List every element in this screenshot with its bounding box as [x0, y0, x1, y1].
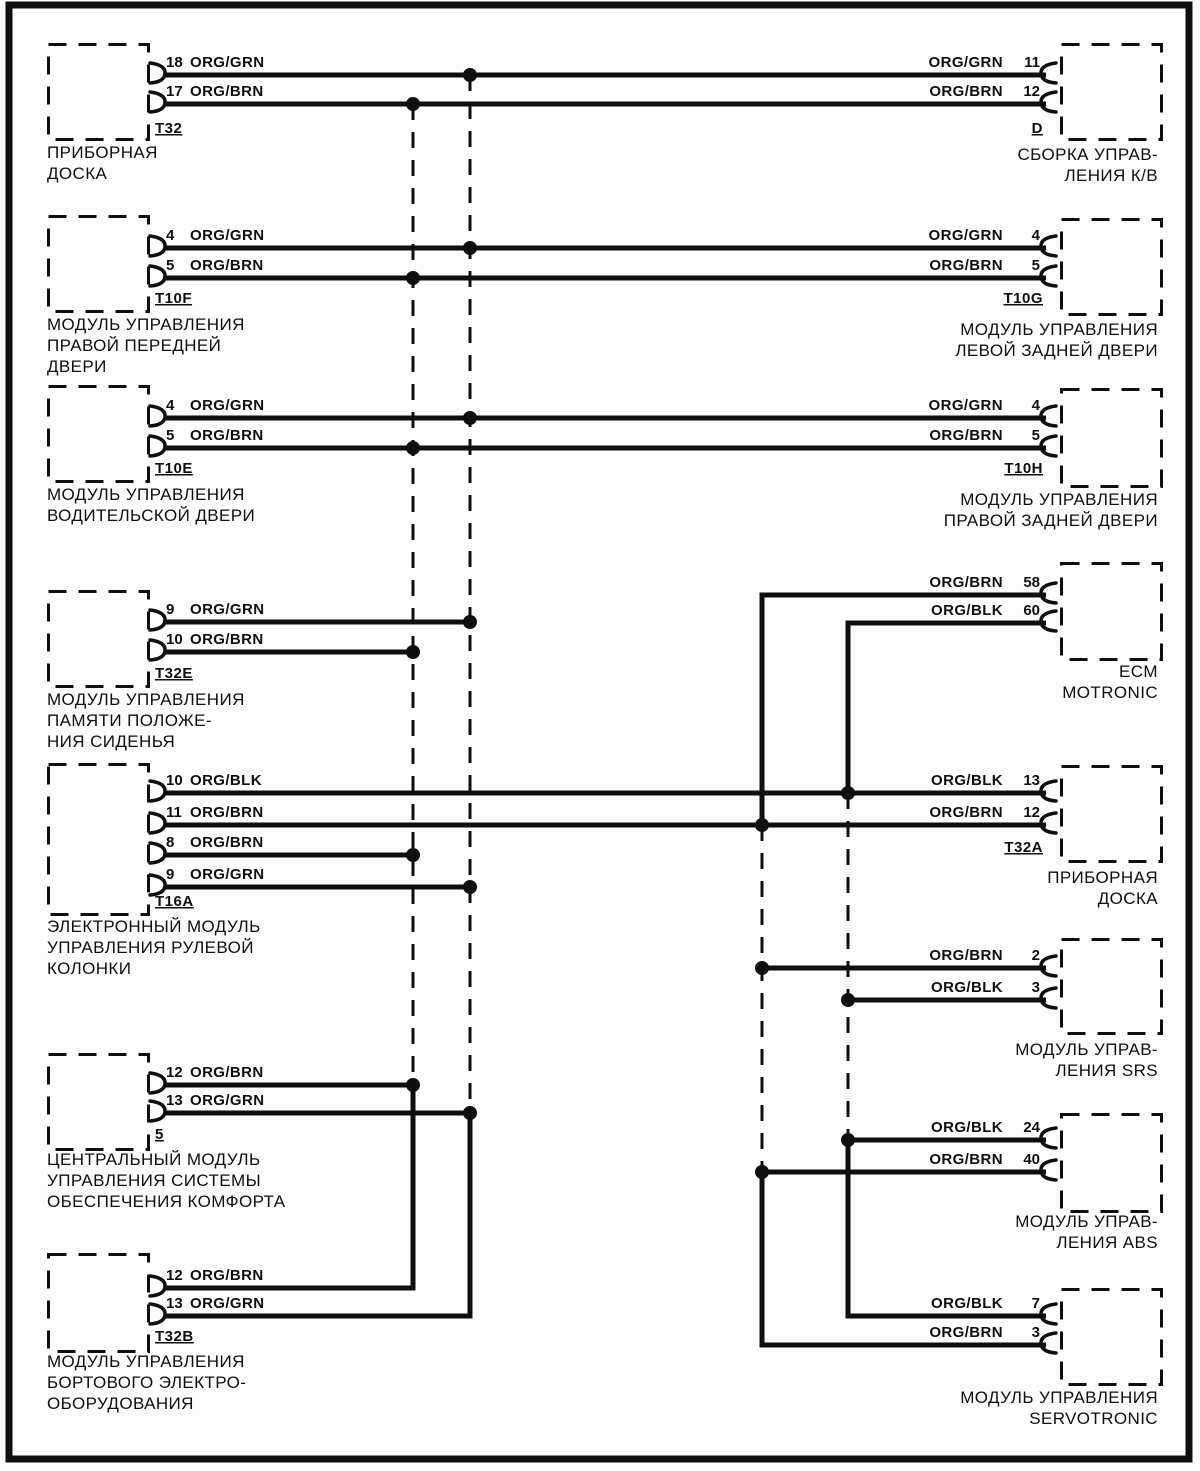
left-rear-door-module-pin-number: 5: [1031, 257, 1040, 274]
left-rear-door-module-pin-number: 4: [1031, 227, 1040, 244]
srs-module-wire-color: ORG/BRN: [929, 947, 1003, 964]
wire-ecm-60: [848, 623, 1046, 793]
abs-module-wire-color: ORG/BLK: [931, 1119, 1003, 1136]
ac-control-assembly-box: [1062, 45, 1162, 140]
junction-dot: [406, 271, 420, 285]
steering-column-module-wire-color: ORG/BLK: [190, 772, 262, 789]
body-electrical-module-pin-bracket: [150, 1304, 165, 1324]
comfort-system-module-wire-color: ORG/GRN: [190, 1092, 265, 1109]
ac-control-assembly-pin-number: 11: [1024, 54, 1040, 71]
abs-module-pin-number: 40: [1023, 1151, 1040, 1168]
seat-memory-module-wire-color: ORG/GRN: [190, 601, 265, 618]
junction-dot: [406, 848, 420, 862]
servotronic-module-label: МОДУЛЬ УПРАВЛЕНИЯ: [960, 1388, 1158, 1407]
instrument-panel-2-pin-number: 13: [1023, 772, 1040, 789]
body-electrical-module-label: МОДУЛЬ УПРАВЛЕНИЯ: [47, 1352, 245, 1371]
steering-column-module-connector-id: T16A: [155, 893, 194, 910]
srs-module-pin-number: 2: [1031, 947, 1040, 964]
steering-column-module-label: КОЛОНКИ: [47, 959, 132, 978]
instrument-panel-label: ДОСКА: [47, 164, 108, 183]
right-front-door-module-pin-number: 5: [166, 257, 175, 274]
right-front-door-module-pin-number: 4: [166, 227, 175, 244]
seat-memory-module-pin-number: 9: [166, 601, 175, 618]
left-rear-door-module-wire-color: ORG/BRN: [929, 257, 1003, 274]
steering-column-module-pin-bracket: [150, 843, 165, 863]
junction-dot: [841, 993, 855, 1007]
driver-door-module-connector-id: T10E: [155, 460, 193, 477]
instrument-panel-2-label: ДОСКА: [1097, 889, 1158, 908]
body-electrical-module-pin-number: 12: [166, 1267, 183, 1284]
right-front-door-module-label: ДВЕРИ: [47, 357, 107, 376]
steering-column-module-box: [49, 765, 149, 915]
srs-module-label: МОДУЛЬ УПРАВ-: [1015, 1040, 1158, 1059]
seat-memory-module-connector-id: T32E: [155, 665, 193, 682]
junction-dot: [463, 241, 477, 255]
steering-column-module-wire-color: ORG/GRN: [190, 866, 265, 883]
instrument-panel-pin-bracket: [150, 63, 165, 83]
instrument-panel-connector-id: T32: [155, 120, 183, 137]
driver-door-module-wire-color: ORG/GRN: [190, 397, 265, 414]
ecm-motronic-wire-color: ORG/BRN: [929, 574, 1003, 591]
seat-memory-module-pin-number: 10: [166, 631, 183, 648]
body-electrical-module-wire-color: ORG/GRN: [190, 1295, 265, 1312]
ac-control-assembly-wire-color: ORG/BRN: [929, 83, 1003, 100]
body-electrical-module-box: [49, 1255, 149, 1352]
comfort-system-module-pin-bracket: [150, 1073, 165, 1093]
seat-memory-module-label: МОДУЛЬ УПРАВЛЕНИЯ: [47, 690, 245, 709]
abs-module-pin-number: 24: [1023, 1119, 1040, 1136]
junction-dot: [841, 1133, 855, 1147]
ac-control-assembly-label: СБОРКА УПРАВ-: [1017, 145, 1158, 164]
left-rear-door-module-label: МОДУЛЬ УПРАВЛЕНИЯ: [960, 320, 1158, 339]
servotronic-module-wire-color: ORG/BRN: [929, 1324, 1003, 1341]
servotronic-module-box: [1062, 1290, 1162, 1385]
servotronic-module-wire-color: ORG/BLK: [931, 1295, 1003, 1312]
steering-column-module-pin-number: 8: [166, 834, 175, 851]
comfort-system-module-pin-bracket: [150, 1101, 165, 1121]
body-electrical-module-label: БОРТОВОГО ЭЛЕКТРО-: [47, 1373, 247, 1392]
instrument-panel-2-pin-number: 12: [1023, 804, 1040, 821]
junction-dot: [463, 880, 477, 894]
instrument-panel-2-connector-id: T32A: [1004, 839, 1043, 856]
steering-column-module-wire-color: ORG/BRN: [190, 834, 264, 851]
comfort-system-module-label: ЦЕНТРАЛЬНЫЙ МОДУЛЬ: [47, 1150, 261, 1169]
right-rear-door-module-pin-number: 5: [1031, 427, 1040, 444]
instrument-panel-box: [49, 45, 149, 140]
driver-door-module-label: МОДУЛЬ УПРАВЛЕНИЯ: [47, 485, 245, 504]
ecm-motronic-pin-number: 58: [1023, 574, 1040, 591]
comfort-system-module-connector-id: 5: [155, 1126, 164, 1143]
comfort-system-module-box: [49, 1055, 149, 1150]
left-rear-door-module-label: ЛЕВОЙ ЗАДНЕЙ ДВЕРИ: [955, 341, 1158, 360]
right-rear-door-module-wire-color: ORG/BRN: [929, 427, 1003, 444]
left-rear-door-module-connector-id: T10G: [1003, 290, 1043, 307]
abs-module-wire-color: ORG/BRN: [929, 1151, 1003, 1168]
body-electrical-module-pin-bracket: [150, 1276, 165, 1296]
steering-column-module-label: ЭЛЕКТРОННЫЙ МОДУЛЬ: [47, 917, 261, 936]
right-front-door-module-box: [49, 217, 149, 312]
instrument-panel-pin-number: 18: [166, 54, 183, 71]
servotronic-module-pin-number: 7: [1031, 1295, 1040, 1312]
junction-dot: [755, 818, 769, 832]
srs-module-label: ЛЕНИЯ SRS: [1055, 1061, 1158, 1080]
ecm-motronic-pin-number: 60: [1023, 602, 1040, 619]
ecm-motronic-label: ECM: [1119, 662, 1158, 681]
seat-memory-module-label: НИЯ СИДЕНЬЯ: [47, 732, 176, 751]
page-border: [9, 5, 1189, 1459]
junction-dot: [755, 1165, 769, 1179]
ecm-motronic-box: [1062, 564, 1162, 660]
right-rear-door-module-label: ПРАВОЙ ЗАДНЕЙ ДВЕРИ: [943, 511, 1158, 530]
junction-dot: [841, 786, 855, 800]
right-rear-door-module-connector-id: T10H: [1004, 460, 1043, 477]
instrument-panel-pin-bracket: [150, 92, 165, 112]
junction-dot: [406, 97, 420, 111]
ac-control-assembly-label: ЛЕНИЯ К/В: [1064, 166, 1158, 185]
seat-memory-module-pin-bracket: [150, 610, 165, 630]
abs-module-box: [1062, 1115, 1162, 1212]
body-electrical-module-wire-color: ORG/BRN: [190, 1267, 264, 1284]
comfort-system-module-pin-number: 12: [166, 1064, 183, 1081]
steering-column-module-pin-bracket: [150, 781, 165, 801]
driver-door-module-pin-bracket: [150, 436, 165, 456]
instrument-panel-2-label: ПРИБОРНАЯ: [1047, 868, 1158, 887]
right-front-door-module-pin-bracket: [150, 266, 165, 286]
instrument-panel-wire-color: ORG/BRN: [190, 83, 264, 100]
abs-module-label: ЛЕНИЯ ABS: [1056, 1233, 1158, 1252]
abs-module-label: МОДУЛЬ УПРАВ-: [1015, 1212, 1158, 1231]
steering-column-module-label: УПРАВЛЕНИЯ РУЛЕВОЙ: [47, 938, 254, 957]
steering-column-module-wire-color: ORG/BRN: [190, 804, 264, 821]
instrument-panel-2-wire-color: ORG/BLK: [931, 772, 1003, 789]
junction-dot: [463, 68, 477, 82]
body-electrical-module-label: ОБОРУДОВАНИЯ: [47, 1394, 194, 1413]
right-front-door-module-pin-bracket: [150, 236, 165, 256]
body-electrical-module-pin-number: 13: [166, 1295, 183, 1312]
junction-dot: [463, 411, 477, 425]
instrument-panel-2-wire-color: ORG/BRN: [929, 804, 1003, 821]
servotronic-module-pin-number: 3: [1031, 1324, 1040, 1341]
driver-door-module-label: ВОДИТЕЛЬСКОЙ ДВЕРИ: [47, 506, 256, 525]
junction-dot: [406, 441, 420, 455]
driver-door-module-box: [49, 387, 149, 482]
seat-memory-module-wire-color: ORG/BRN: [190, 631, 264, 648]
junction-dot: [406, 645, 420, 659]
comfort-system-module-wire-color: ORG/BRN: [190, 1064, 264, 1081]
driver-door-module-pin-number: 5: [166, 427, 175, 444]
junction-dot: [463, 1106, 477, 1120]
srs-module-wire-color: ORG/BLK: [931, 979, 1003, 996]
instrument-panel-2-box: [1062, 767, 1162, 862]
comfort-system-module-pin-number: 13: [166, 1092, 183, 1109]
seat-memory-module-label: ПАМЯТИ ПОЛОЖЕ-: [47, 711, 212, 730]
right-rear-door-module-box: [1062, 390, 1162, 487]
junction-dot: [463, 615, 477, 629]
right-rear-door-module-pin-number: 4: [1031, 397, 1040, 414]
instrument-panel-label: ПРИБОРНАЯ: [47, 143, 158, 162]
right-rear-door-module-label: МОДУЛЬ УПРАВЛЕНИЯ: [960, 490, 1158, 509]
steering-column-module-pin-bracket: [150, 813, 165, 833]
srs-module-box: [1062, 940, 1162, 1034]
body-electrical-module-connector-id: T32B: [155, 1328, 194, 1345]
junction-dot: [755, 961, 769, 975]
right-front-door-module-connector-id: T10F: [155, 290, 193, 307]
right-front-door-module-wire-color: ORG/BRN: [190, 257, 264, 274]
srs-module-pin-number: 3: [1031, 979, 1040, 996]
driver-door-module-pin-bracket: [150, 406, 165, 426]
instrument-panel-wire-color: ORG/GRN: [190, 54, 265, 71]
ac-control-assembly-connector-id: D: [1031, 120, 1043, 137]
comfort-system-module-label: УПРАВЛЕНИЯ СИСТЕМЫ: [47, 1171, 262, 1190]
ac-control-assembly-pin-number: 12: [1023, 83, 1040, 100]
wire-servotronic-3: [762, 1172, 1046, 1345]
ac-control-assembly-wire-color: ORG/GRN: [928, 54, 1003, 71]
left-rear-door-module-box: [1062, 220, 1162, 315]
left-rear-door-module-wire-color: ORG/GRN: [928, 227, 1003, 244]
junction-dot: [406, 1078, 420, 1092]
right-front-door-module-label: ПРАВОЙ ПЕРЕДНЕЙ: [47, 336, 222, 355]
steering-column-module-pin-number: 11: [166, 804, 182, 821]
right-front-door-module-wire-color: ORG/GRN: [190, 227, 265, 244]
steering-column-module-pin-number: 9: [166, 866, 175, 883]
instrument-panel-pin-number: 17: [166, 83, 183, 100]
ecm-motronic-wire-color: ORG/BLK: [931, 602, 1003, 619]
right-front-door-module-label: МОДУЛЬ УПРАВЛЕНИЯ: [47, 315, 245, 334]
steering-column-module-pin-bracket: [150, 875, 165, 895]
steering-column-module-pin-number: 10: [166, 772, 183, 789]
seat-memory-module-pin-bracket: [150, 640, 165, 660]
seat-memory-module-box: [49, 592, 149, 687]
driver-door-module-pin-number: 4: [166, 397, 175, 414]
right-rear-door-module-wire-color: ORG/GRN: [928, 397, 1003, 414]
driver-door-module-wire-color: ORG/BRN: [190, 427, 264, 444]
ecm-motronic-label: MOTRONIC: [1062, 683, 1158, 702]
servotronic-module-label: SERVOTRONIC: [1029, 1409, 1158, 1428]
comfort-system-module-label: ОБЕСПЕЧЕНИЯ КОМФОРТА: [47, 1192, 286, 1211]
